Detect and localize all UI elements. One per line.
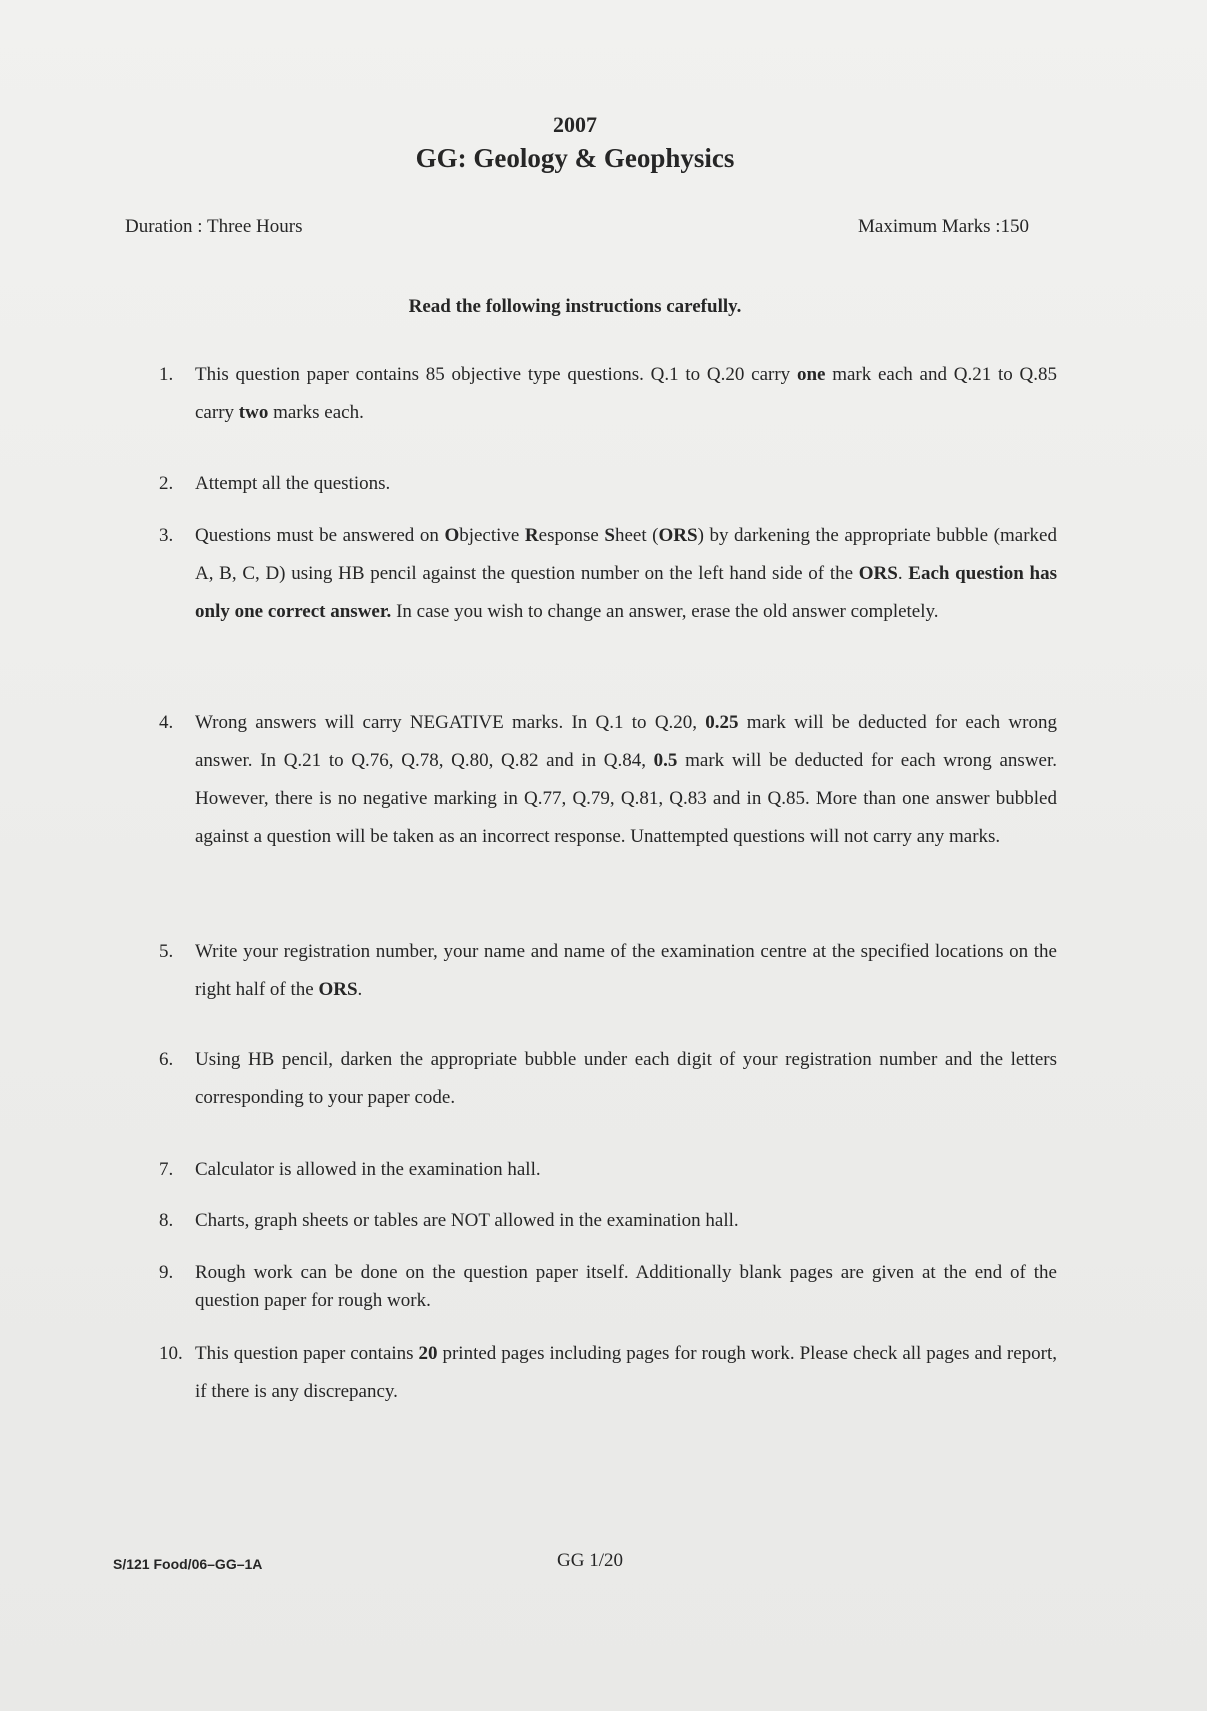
instruction-text [195,1335,1057,1411]
instruction-run: mark will be deducted for each wrong answer. However, there is no negative marking in Q.77, Q.79, Q.81, Q.83 and in Q.85. More than one answer bubbled against a question will be taken as an incorrect response. Unattempted questions will not carry any marks. [195,750,1058,847]
instruction-run: Questions must be answered on [195,525,445,546]
instruction-number: 9. [159,1262,174,1283]
instruction-run: printed pages including pages for rough work. Please check all pages and report, if there is any discrepancy. [195,1343,1057,1402]
page-number: GG 1/20 [557,1550,623,1571]
instruction-item [159,704,1057,856]
instruction-run: Rough work can be done on the question paper itself. Additionally blank pages are given at the end of the question paper for rough work. [195,1262,1057,1311]
instructions-heading: Read the following instructions carefully. [408,296,742,317]
instruction-emphasis: Each question has only one correct answer. [195,563,1057,622]
instruction-number: 3. [159,525,174,546]
exam-year: 2007 [553,112,597,137]
instruction-text [195,517,1057,631]
instruction-run: marks each. [268,402,364,423]
instruction-text [195,356,1057,432]
instruction-text [195,1151,1057,1189]
instruction-number: 1. [159,364,174,385]
instruction-run: . [897,563,909,584]
instruction-number: 10. [159,1343,183,1364]
instruction-item [159,517,1057,631]
instruction-run: Wrong answers will carry NEGATIVE marks. In Q.1 to Q.20, [195,712,706,733]
paper-title: GG: Geology & Geophysics [415,143,735,173]
instruction-run: heet ( [614,525,659,546]
instruction-text [195,465,1057,503]
instruction-run: bjective [459,525,525,546]
instruction-item [159,1259,1057,1315]
instruction-run: Calculator is allowed in the examination hall. [195,1159,541,1180]
instruction-emphasis: ORS [858,563,898,584]
instruction-emphasis: one [796,364,826,385]
instruction-item [159,465,1057,503]
instruction-run: This question paper contains [195,1343,419,1364]
instruction-emphasis: R [524,525,539,546]
instruction-number: 7. [159,1159,174,1180]
instruction-run: Charts, graph sheets or tables are NOT allowed in the examination hall. [195,1210,739,1231]
instruction-run: Write your registration number, your name and name of the examination centre at the specified locations on the right half of the [195,941,1057,1000]
paper-code: S/121 Food/06–GG–1A [113,1556,263,1572]
instruction-emphasis: 20 [418,1343,438,1364]
instruction-text [195,1202,1057,1240]
instruction-run: . [357,979,363,1000]
instruction-emphasis: 0.25 [705,712,739,733]
instruction-emphasis: O [444,525,460,546]
instruction-text [195,704,1057,856]
instruction-run: Attempt all the questions. [195,473,391,494]
instruction-text [195,1041,1057,1117]
instruction-number: 6. [159,1049,174,1070]
instruction-item [159,1151,1057,1189]
instruction-emphasis: S [604,525,615,546]
instruction-text [195,933,1057,1009]
instruction-emphasis: 0.5 [653,750,678,771]
instruction-item [159,1041,1057,1117]
exam-duration: Duration : Three Hours [125,216,303,237]
instruction-emphasis: ORS [658,525,698,546]
instruction-run: mark each and Q.21 to Q.85 carry [195,364,1057,423]
instruction-run: This question paper contains 85 objective type questions. Q.1 to Q.20 carry [195,364,797,385]
instruction-item [159,356,1057,432]
instruction-number: 2. [159,473,174,494]
instruction-item [159,933,1057,1009]
instruction-item [159,1202,1057,1240]
instruction-emphasis: ORS [318,979,358,1000]
instruction-number: 5. [159,941,174,962]
instruction-run: esponse [538,525,605,546]
instruction-number: 4. [159,712,174,733]
instruction-emphasis: two [238,402,269,423]
instruction-text [195,1259,1057,1315]
instruction-run: In case you wish to change an answer, erase the old answer completely. [391,601,939,622]
instruction-run: ) by darkening the appropriate bubble (marked A, B, C, D) using HB pencil against the question number on the left hand side of the [195,525,1057,584]
instruction-run: mark will be deducted for each wrong answer. In Q.21 to Q.76, Q.78, Q.80, Q.82 and in Q.84, [195,712,1057,771]
instruction-item [159,1335,1057,1411]
instruction-run: Using HB pencil, darken the appropriate bubble under each digit of your registration number and the letters corresponding to your paper code. [195,1049,1057,1108]
maximum-marks: Maximum Marks :150 [858,216,1029,237]
instruction-number: 8. [159,1210,174,1231]
